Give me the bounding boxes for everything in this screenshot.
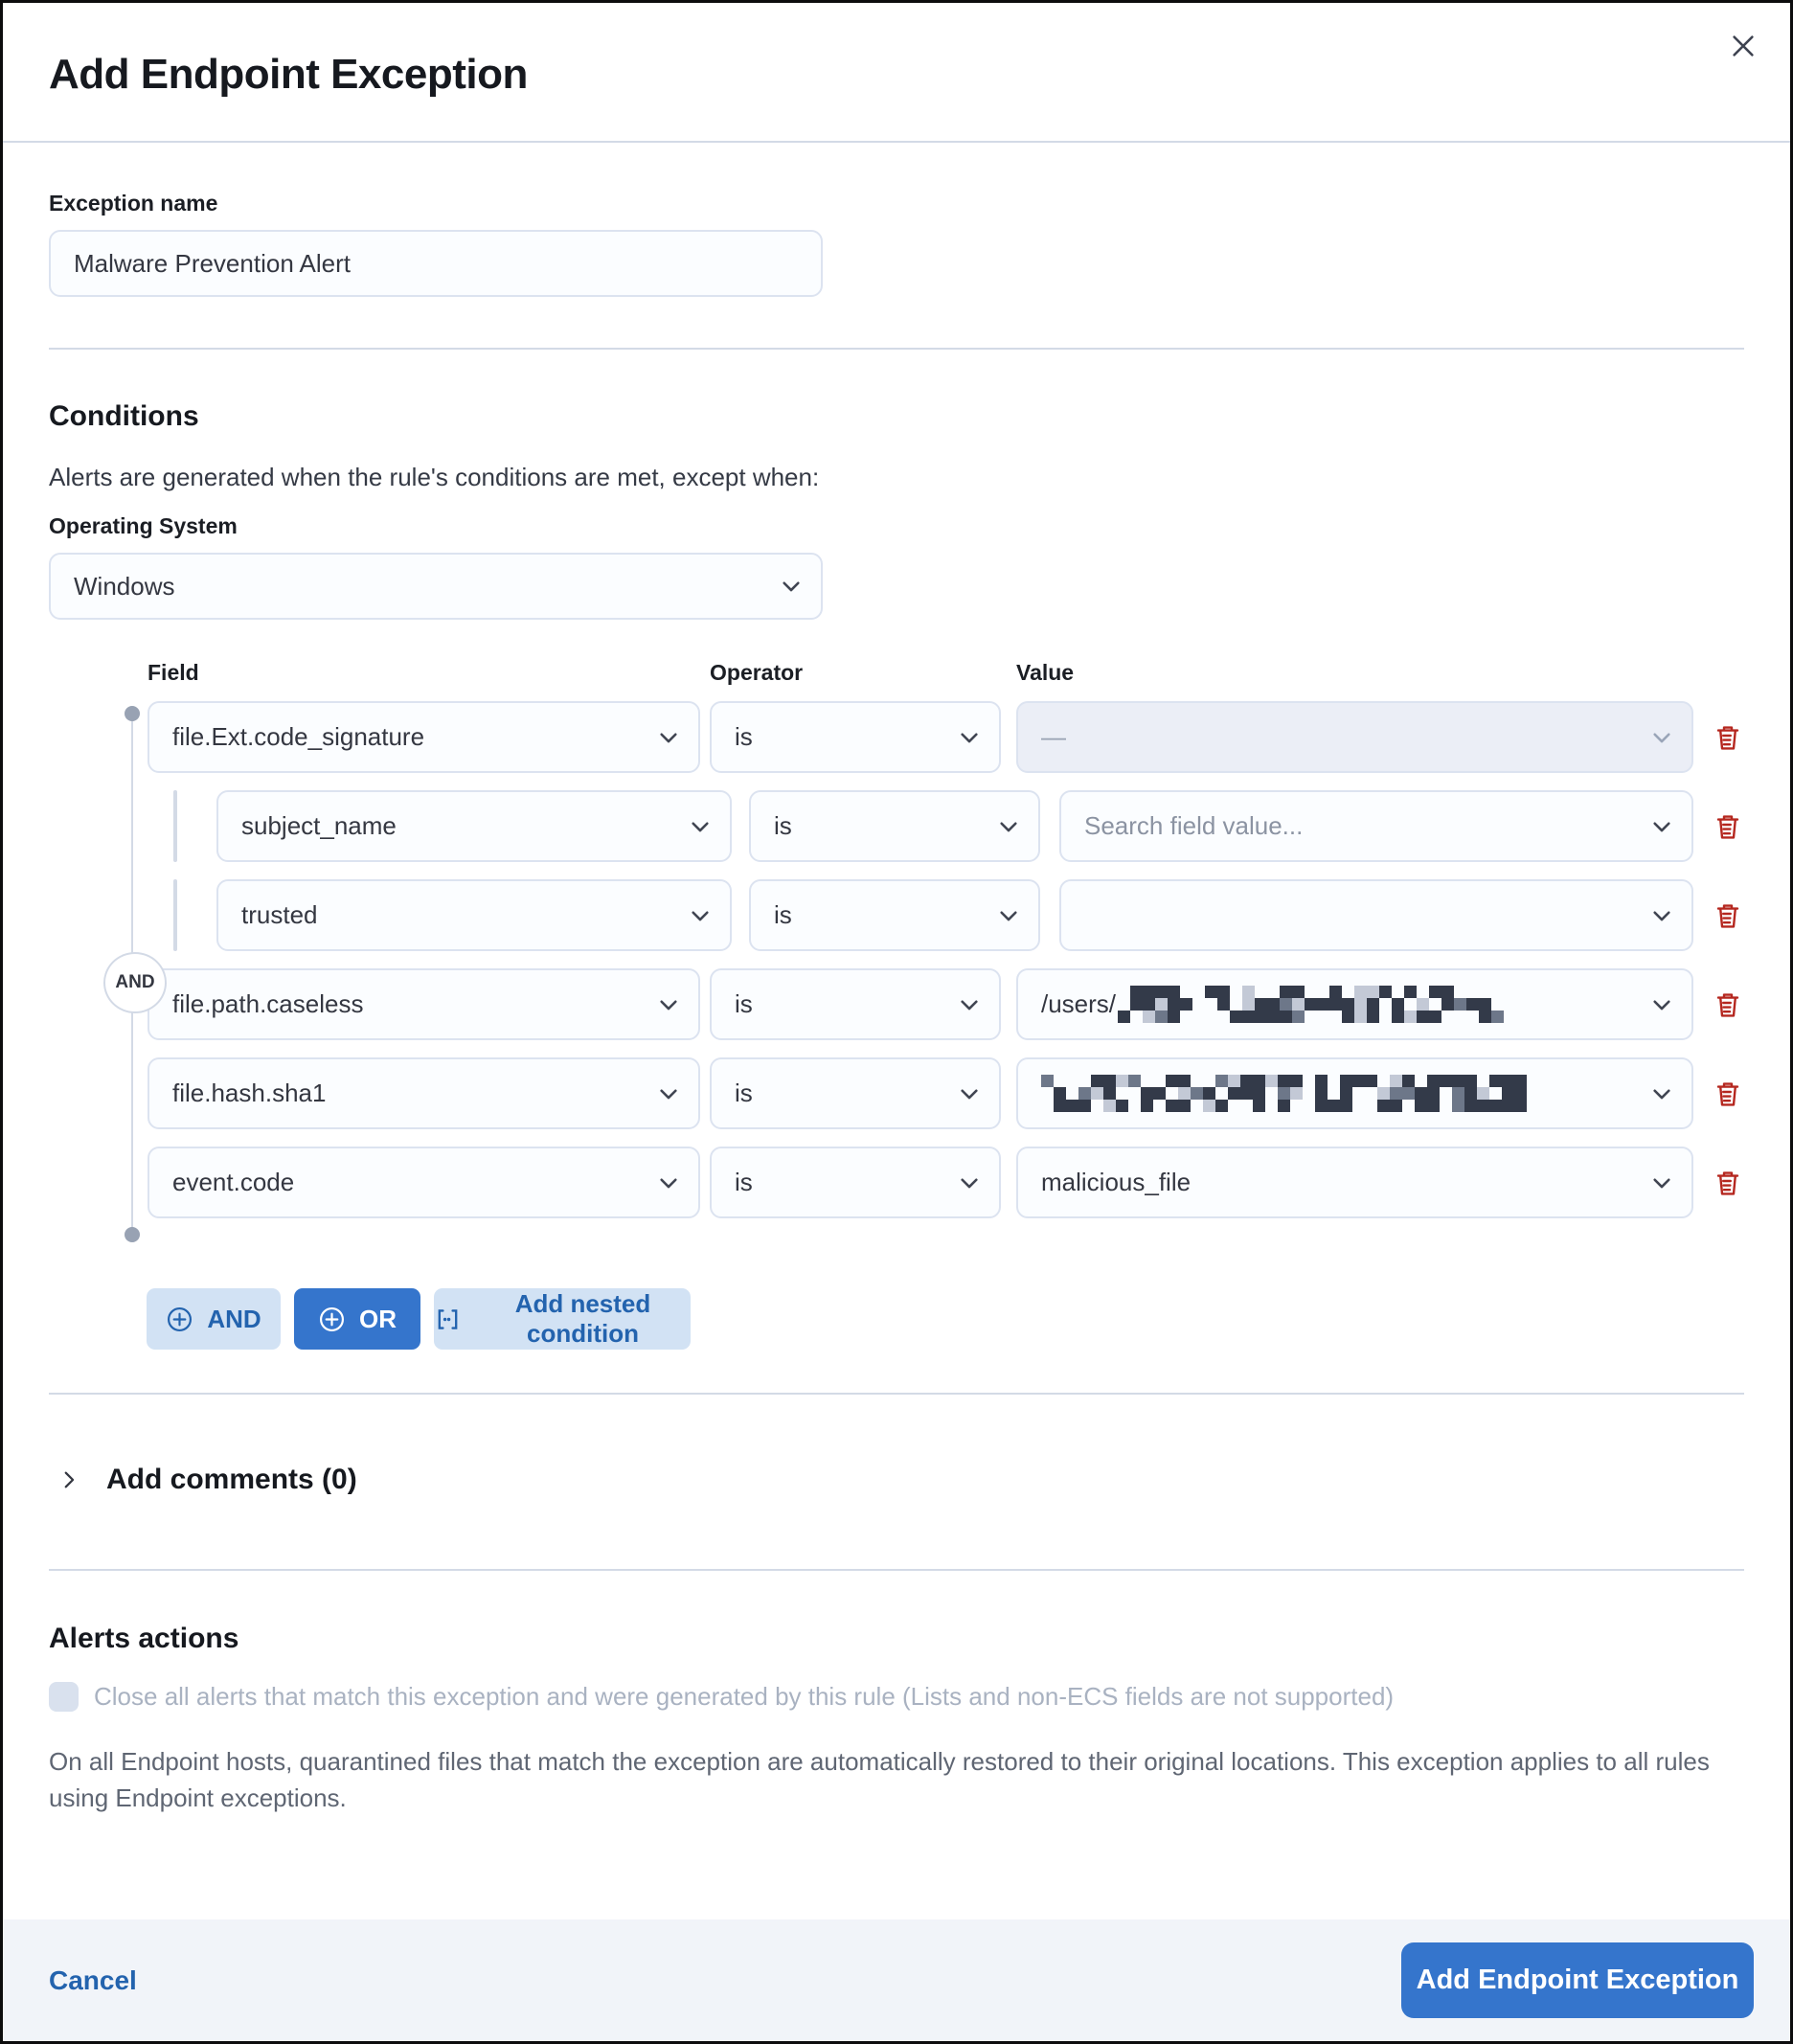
- operator-select[interactable]: is: [710, 1147, 1001, 1218]
- operator-select[interactable]: is: [749, 879, 1040, 951]
- trash-icon: [1713, 811, 1743, 842]
- chevron-right-icon: [57, 1467, 81, 1492]
- connector-dot: [125, 706, 140, 721]
- value-prefix: /users/: [1041, 989, 1117, 1018]
- operating-system-select[interactable]: [49, 553, 823, 620]
- add-comments-accordion[interactable]: [49, 1464, 1744, 1496]
- exception-name-label: Exception name: [49, 191, 218, 216]
- field-select[interactable]: file.hash.sha1: [148, 1057, 700, 1129]
- redacted-value: [1041, 1075, 1527, 1112]
- connector-dot: [125, 1227, 140, 1242]
- value-select-disabled: —: [1016, 701, 1693, 773]
- chevron-down-icon: [1649, 725, 1674, 750]
- trash-icon: [1713, 722, 1743, 753]
- endpoint-quarantine-note: On all Endpoint hosts, quarantined files that match the exception are automatically restored to their original locations. This exception applies to all rules using Endpoint exceptions.: [49, 1747, 1710, 1812]
- modal-title: Add Endpoint Exception: [49, 51, 528, 98]
- chevron-down-icon: [1649, 1170, 1674, 1195]
- field-select[interactable]: file.path.caseless: [148, 968, 700, 1040]
- chevron-down-icon: [656, 725, 681, 750]
- close-alerts-checkbox: [49, 1682, 79, 1712]
- delete-condition-button[interactable]: [1712, 1164, 1744, 1202]
- builder-column-headers: [148, 656, 1744, 686]
- field-select[interactable]: subject_name: [216, 790, 732, 862]
- operator-select[interactable]: is: [710, 701, 1001, 773]
- operating-system-value: Windows: [74, 571, 175, 601]
- value-select[interactable]: malicious_file: [1016, 1147, 1693, 1218]
- chevron-down-icon: [1649, 992, 1674, 1017]
- field-select[interactable]: file.Ext.code_signature: [148, 701, 700, 773]
- value-select[interactable]: [1016, 968, 1693, 1040]
- delete-condition-button[interactable]: [1712, 986, 1744, 1024]
- close-alerts-checkbox-label: Close all alerts that match this exception and were generated by this rule (Lists and non-ECS fields are not supported): [94, 1682, 1395, 1711]
- value-select[interactable]: Search field value...: [1059, 790, 1693, 862]
- exception-name-block: [49, 191, 1744, 297]
- cancel-button[interactable]: Cancel: [49, 1965, 137, 1995]
- nested-indent-bar: [173, 879, 177, 951]
- close-alerts-checkbox-row: [49, 1680, 1744, 1713]
- plus-circle-icon: [318, 1306, 346, 1333]
- operator-select[interactable]: is: [749, 790, 1040, 862]
- condition-row-nested: [173, 790, 1744, 862]
- value-select[interactable]: [1059, 879, 1693, 951]
- close-icon: [1729, 32, 1758, 60]
- condition-builder: [49, 656, 1744, 1350]
- trash-icon: [1713, 1079, 1743, 1109]
- conditions-description: Alerts are generated when the rule's conditions are met, except when:: [49, 463, 820, 491]
- chevron-down-icon: [957, 992, 982, 1017]
- trash-icon: [1713, 989, 1743, 1020]
- chevron-down-icon: [1649, 814, 1674, 839]
- add-endpoint-exception-button[interactable]: Add Endpoint Exception: [1401, 1942, 1754, 2018]
- nested-condition-icon: [434, 1306, 462, 1333]
- value-column-header: Value: [1016, 660, 1075, 685]
- chevron-down-icon: [779, 574, 804, 599]
- chevron-down-icon: [656, 1081, 681, 1106]
- nested-indent-bar: [173, 790, 177, 862]
- add-nested-condition-button[interactable]: Add nested condition: [434, 1288, 691, 1350]
- chevron-down-icon: [656, 1170, 681, 1195]
- condition-row: [148, 701, 1744, 773]
- chevron-down-icon: [656, 992, 681, 1017]
- chevron-down-icon: [957, 1170, 982, 1195]
- trash-icon: [1713, 900, 1743, 931]
- chevron-down-icon: [996, 814, 1021, 839]
- add-and-condition-button[interactable]: AND: [147, 1288, 281, 1350]
- delete-condition-button[interactable]: [1712, 807, 1744, 846]
- divider: [49, 1393, 1744, 1395]
- chevron-down-icon: [957, 725, 982, 750]
- field-select[interactable]: trusted: [216, 879, 732, 951]
- modal-footer: [3, 1919, 1790, 2041]
- redacted-value: [1118, 986, 1504, 1023]
- operating-system-label: Operating System: [49, 513, 238, 538]
- operator-select[interactable]: is: [710, 1057, 1001, 1129]
- condition-row: [148, 1057, 1744, 1129]
- add-or-condition-button[interactable]: OR: [294, 1288, 420, 1350]
- chevron-down-icon: [996, 903, 1021, 928]
- chevron-down-icon: [688, 903, 713, 928]
- chevron-down-icon: [1649, 903, 1674, 928]
- chevron-down-icon: [1649, 1081, 1674, 1106]
- field-column-header: Field: [148, 660, 199, 685]
- condition-row-nested: [173, 879, 1744, 951]
- close-button[interactable]: [1721, 24, 1765, 68]
- add-comments-label: Add comments (0): [106, 1464, 357, 1495]
- field-select[interactable]: event.code: [148, 1147, 700, 1218]
- and-connector-badge: AND: [103, 952, 167, 1013]
- divider: [49, 1569, 1744, 1571]
- value-select[interactable]: [1016, 1057, 1693, 1129]
- trash-icon: [1713, 1168, 1743, 1198]
- condition-row: [148, 1147, 1744, 1218]
- delete-condition-button[interactable]: [1712, 897, 1744, 935]
- delete-condition-button[interactable]: [1712, 718, 1744, 757]
- plus-circle-icon: [166, 1306, 193, 1333]
- divider: [49, 348, 1744, 350]
- condition-row: [148, 968, 1744, 1040]
- operator-select[interactable]: is: [710, 968, 1001, 1040]
- chevron-down-icon: [957, 1081, 982, 1106]
- modal-header: [3, 3, 1790, 143]
- operator-column-header: Operator: [710, 660, 804, 685]
- modal-body: [3, 191, 1790, 1816]
- alerts-actions-heading: Alerts actions: [49, 1623, 239, 1654]
- conditions-heading: Conditions: [49, 400, 199, 432]
- delete-condition-button[interactable]: [1712, 1075, 1744, 1113]
- builder-buttons: [147, 1288, 1744, 1350]
- exception-name-input[interactable]: Malware Prevention Alert: [49, 230, 823, 297]
- chevron-down-icon: [688, 814, 713, 839]
